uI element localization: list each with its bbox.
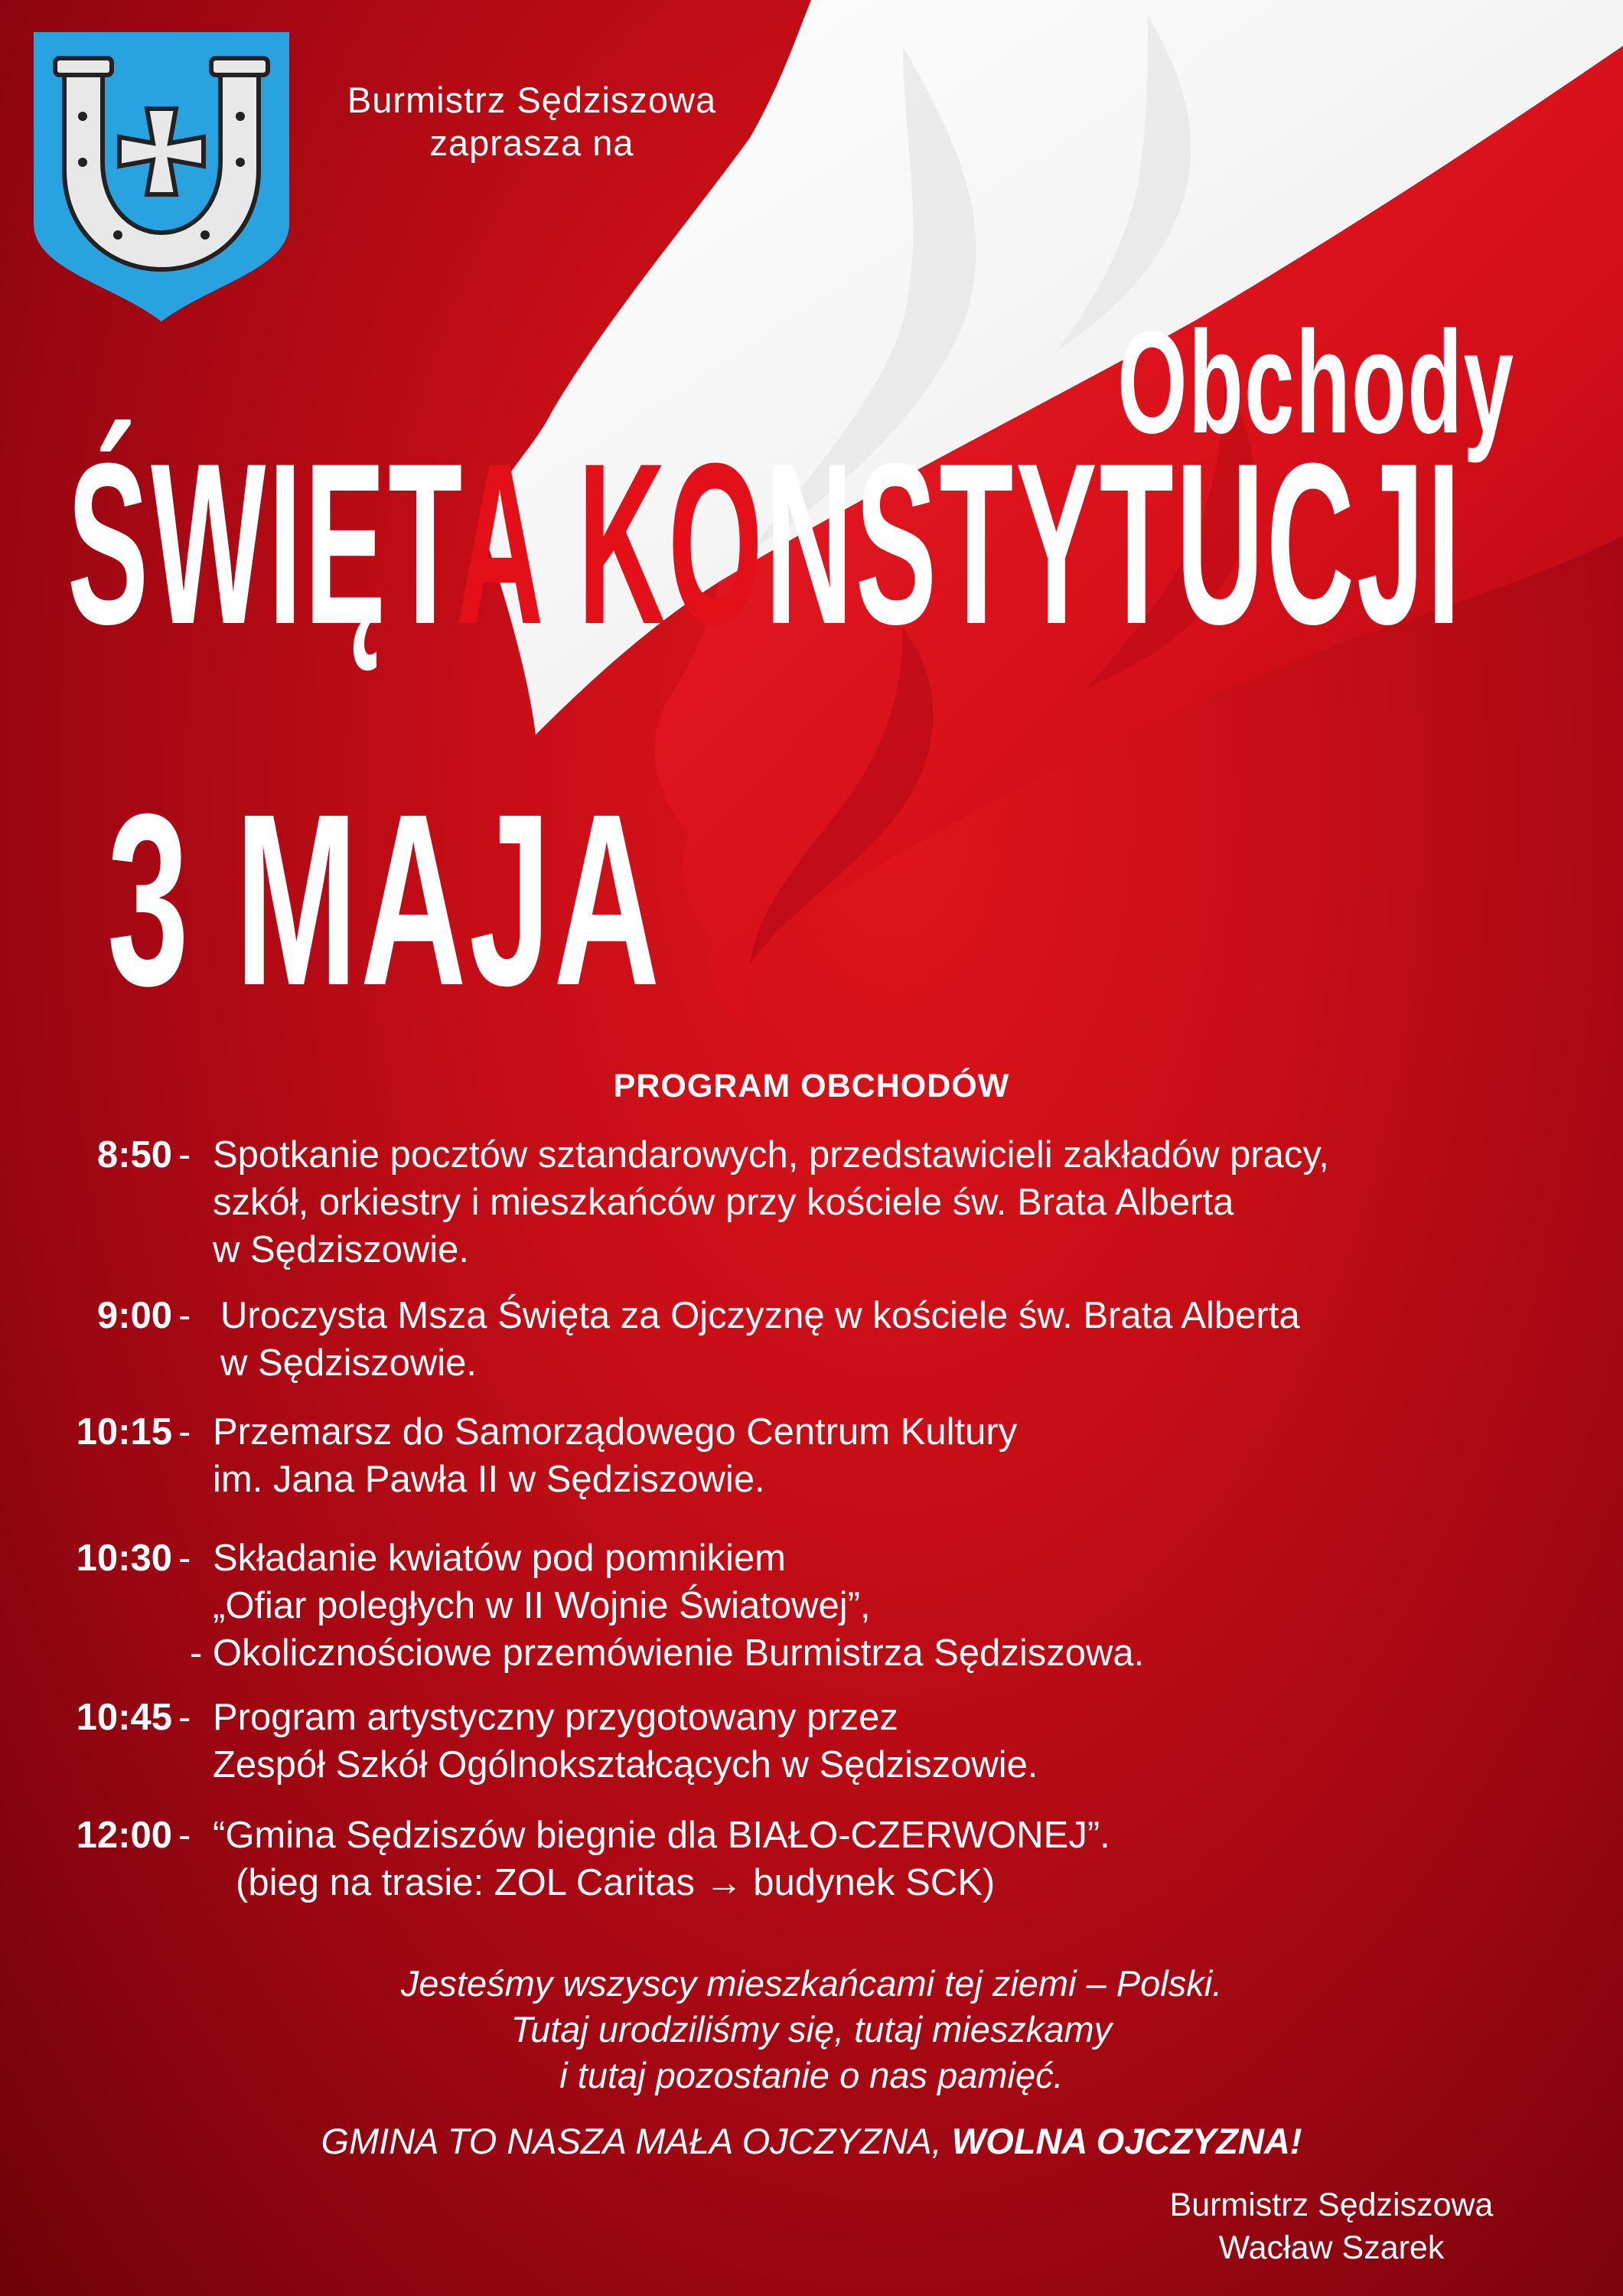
program-line: w Sędziszowie.	[213, 1229, 469, 1270]
program-time: 10:15	[76, 1411, 172, 1453]
program-description	[190, 1534, 1575, 1677]
program-dash: -	[178, 1295, 191, 1336]
closing-quote	[0, 1961, 1623, 2099]
program-line: szkół, orkiestry i mieszkańców przy kościele św. Brata Alberta	[213, 1182, 1234, 1223]
program-dash: -	[178, 1134, 191, 1176]
program-description	[213, 1694, 1575, 1789]
program-dash: -	[178, 1697, 191, 1738]
program-description	[213, 1408, 1575, 1503]
inviter-text	[310, 79, 754, 165]
program-line: Spotkanie pocztów sztandarowych, przedstawicieli zakładów pracy,	[213, 1134, 1329, 1176]
program-line: im. Jana Pawła II w Sędziszowie.	[213, 1459, 765, 1500]
signature-title: Burmistrz Sędziszowa	[1169, 2187, 1494, 2223]
title-swieta-konstytucji	[67, 415, 1463, 672]
program-line: Uroczysta Msza Święta za Ojczyznę w kościele św. Brata Alberta	[220, 1295, 1300, 1336]
inviter-line-2: zaprasza na	[429, 122, 634, 163]
motto	[0, 2120, 1623, 2162]
signature	[1110, 2183, 1553, 2269]
program-heading: PROGRAM OBCHODÓW	[613, 1068, 1010, 1104]
inviter-line-1: Burmistrz Sędziszowa	[347, 80, 717, 120]
program-line: “Gmina Sędziszów biegnie dla BIAŁO-CZERWONEJ”.	[213, 1815, 1110, 1856]
program-line: w Sędziszowie.	[220, 1342, 477, 1384]
program-description	[213, 1131, 1575, 1274]
motto-part-1: GMINA TO NASZA MAŁA OJCZYZNA,	[321, 2121, 952, 2161]
program-time: 8:50	[96, 1134, 172, 1176]
signature-name: Wacław Szarek	[1218, 2229, 1445, 2266]
program-description	[213, 1812, 1575, 1906]
program-time: 9:00	[96, 1295, 172, 1336]
quote-line-1: Jesteśmy wszyscy mieszkańcami tej ziemi – Polski.	[400, 1963, 1223, 2004]
program-time: 10:45	[76, 1697, 172, 1738]
program-description	[220, 1292, 1582, 1387]
quote-line-3: i tutaj pozostanie o nas pamięć.	[559, 2055, 1064, 2095]
program-dash: -	[178, 1815, 191, 1856]
program-line: (bieg na trasie: ZOL Caritas → budynek SCK)	[236, 1862, 996, 1903]
program-line: Zespół Szkół Ogólnokształcących w Sędziszowie.	[213, 1744, 1038, 1786]
program-line: Składanie kwiatów pod pomnikiem	[213, 1538, 786, 1579]
town-crest-icon	[34, 32, 289, 321]
title-swieta-part-white: ŚWIĘT	[67, 415, 456, 672]
quote-line-2: Tutaj urodziliśmy się, tutaj mieszkamy	[510, 2009, 1113, 2050]
program-line: - Okolicznościowe przemówienie Burmistrza Sędziszowa.	[190, 1632, 1145, 1674]
program-dash: -	[178, 1538, 191, 1579]
program-line: Przemarsz do Samorządowego Centrum Kultury	[213, 1411, 1018, 1453]
motto-part-2: WOLNA OJCZYZNA!	[951, 2121, 1302, 2161]
title-swieta-part-red: A KO	[455, 415, 765, 672]
program-line: Program artystyczny przygotowany przez	[213, 1697, 898, 1738]
title-date: 3 MAJA	[107, 762, 663, 1036]
program-line: „Ofiar poległych w II Wojnie Światowej”,	[213, 1585, 871, 1626]
title-obchody: Obchody	[1117, 302, 1515, 464]
title-swieta-part-rest: NSTYTUCJI	[764, 415, 1463, 672]
program-dash: -	[178, 1411, 191, 1453]
program-time: 12:00	[76, 1815, 172, 1856]
program-time: 10:30	[76, 1538, 172, 1579]
